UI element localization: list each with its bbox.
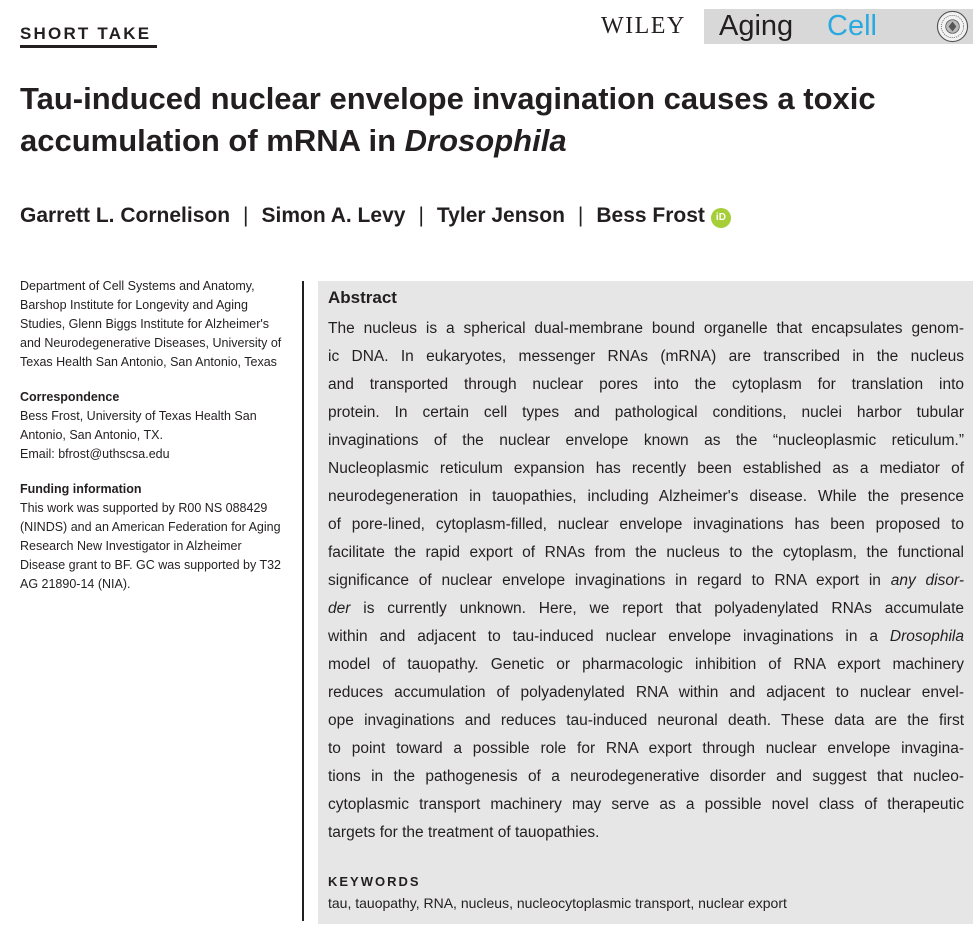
article-title-italic: Drosophila xyxy=(404,123,567,158)
abstract-line: The nucleus is a spherical dual-membrane bound organelle that encapsulates genom- xyxy=(328,320,964,337)
abstract-line: invaginations of the nuclear envelope known as the “nucleoplasmic reticulum.” xyxy=(328,432,964,449)
abstract-line: targets for the treatment of tauopathies. xyxy=(328,824,600,841)
keywords-heading: KEYWORDS xyxy=(328,874,421,889)
author-name[interactable]: Tyler Jenson xyxy=(436,204,565,227)
correspondence-text: Bess Frost, University of Texas Health San Antonio, San Antonio, TX. xyxy=(20,409,257,442)
abstract-heading: Abstract xyxy=(328,288,397,307)
abstract-line-italic: any disor- xyxy=(890,572,965,589)
abstract-line: ope invaginations and reduces tau-induced neuronal death. These data are the first xyxy=(328,712,964,729)
abstract-line: ic DNA. In eukaryotes, messenger RNAs (mRNA) are transcribed in the nucleus xyxy=(328,348,964,365)
author-name[interactable]: Bess Frost xyxy=(596,204,705,227)
funding-text: This work was supported by R00 NS 088429 (NINDS) and an American Federation for Aging Research New Investigator in Alzheimer Disease grant to BF. GC was supported by T32 AG 21890-14 (NIA). xyxy=(20,501,282,591)
abstract-line: and transported through nuclear pores into the cytoplasm for translation into xyxy=(328,376,964,393)
abstract-line: to point toward a possible role for RNA export through nuclear envelope invagina- xyxy=(328,740,964,757)
author-list xyxy=(20,204,731,228)
abstract-line: Nucleoplasmic reticulum expansion has recently been established as a mediator of xyxy=(328,460,964,477)
abstract-line: neurodegeneration in tauopathies, including Alzheimer's disease. While the presence xyxy=(328,488,964,505)
author-name[interactable]: Garrett L. Cornelison xyxy=(20,204,231,227)
abstract-line: reduces accumulation of polyadenylated RNA within and adjacent to nuclear envel- xyxy=(328,684,964,701)
funding-heading: Funding information xyxy=(20,482,142,496)
abstract-line: der is currently unknown. Here, we report that polyadenylated RNAs accumulate xyxy=(328,600,964,617)
author-separator: | xyxy=(243,204,249,227)
abstract-line: protein. In certain cell types and pathological conditions, nuclei harbor tubular xyxy=(328,404,964,421)
abstract-line-italic: Drosophila xyxy=(889,628,964,645)
abstract-body xyxy=(328,315,964,847)
seal-icon xyxy=(936,10,969,43)
abstract-line-italic: der xyxy=(328,600,351,617)
journal-name-aging: Aging xyxy=(719,10,794,42)
abstract-line: within and adjacent to tau-induced nuclear envelope invaginations in a Drosophila xyxy=(328,628,964,645)
abstract-line: model of tauopathy. Genetic or pharmacologic inhibition of RNA export machinery xyxy=(328,656,964,673)
abstract-line: cytoplasmic transport machinery may serve as a possible novel class of therapeutic xyxy=(328,796,964,813)
affiliation-text: Department of Cell Systems and Anatomy, Barshop Institute for Longevity and Aging Studies, Glenn Biggs Institute for Alzheimer's and Neurodegenerative Diseases, University of Texas Health San Antonio, San Antonio, Texas xyxy=(20,279,282,369)
journal-name-cell: Cell xyxy=(827,10,877,42)
correspondence-heading: Correspondence xyxy=(20,390,120,404)
abstract-line: tions in the pathogenesis of a neurodegenerative disorder and suggest that nucleo- xyxy=(328,768,964,785)
correspondence-email[interactable]: Email: bfrost@uthscsa.edu xyxy=(20,447,170,461)
abstract-box xyxy=(318,281,973,924)
journal-masthead xyxy=(601,9,973,44)
article-title xyxy=(20,78,950,162)
author-separator: | xyxy=(577,204,584,227)
sidebar-divider xyxy=(302,281,304,921)
publisher-logo: WILEY xyxy=(601,13,686,39)
abstract-line: significance of nuclear envelope invaginations in regard to RNA export in any disor- xyxy=(328,572,965,589)
author-name[interactable]: Simon A. Levy xyxy=(261,204,406,227)
section-rule xyxy=(20,45,157,48)
abstract-line: of pore-lined, cytoplasm-filled, nuclear envelope invaginations has been proposed to xyxy=(328,516,964,533)
author-separator: | xyxy=(418,204,424,227)
section-label: SHORT TAKE xyxy=(20,24,152,43)
keywords-text: tau, tauopathy, RNA, nucleus, nucleocytoplasmic transport, nuclear export xyxy=(328,895,787,911)
orcid-icon[interactable]: iD xyxy=(711,208,731,228)
article-sidebar xyxy=(20,277,285,594)
abstract-line: facilitate the rapid export of RNAs from the nucleus to the cytoplasm, the functional xyxy=(328,544,964,561)
article-title-text: Tau-induced nuclear envelope invagination causes a toxic accumulation of mRNA in xyxy=(20,81,876,158)
journal-title-box xyxy=(704,9,973,44)
